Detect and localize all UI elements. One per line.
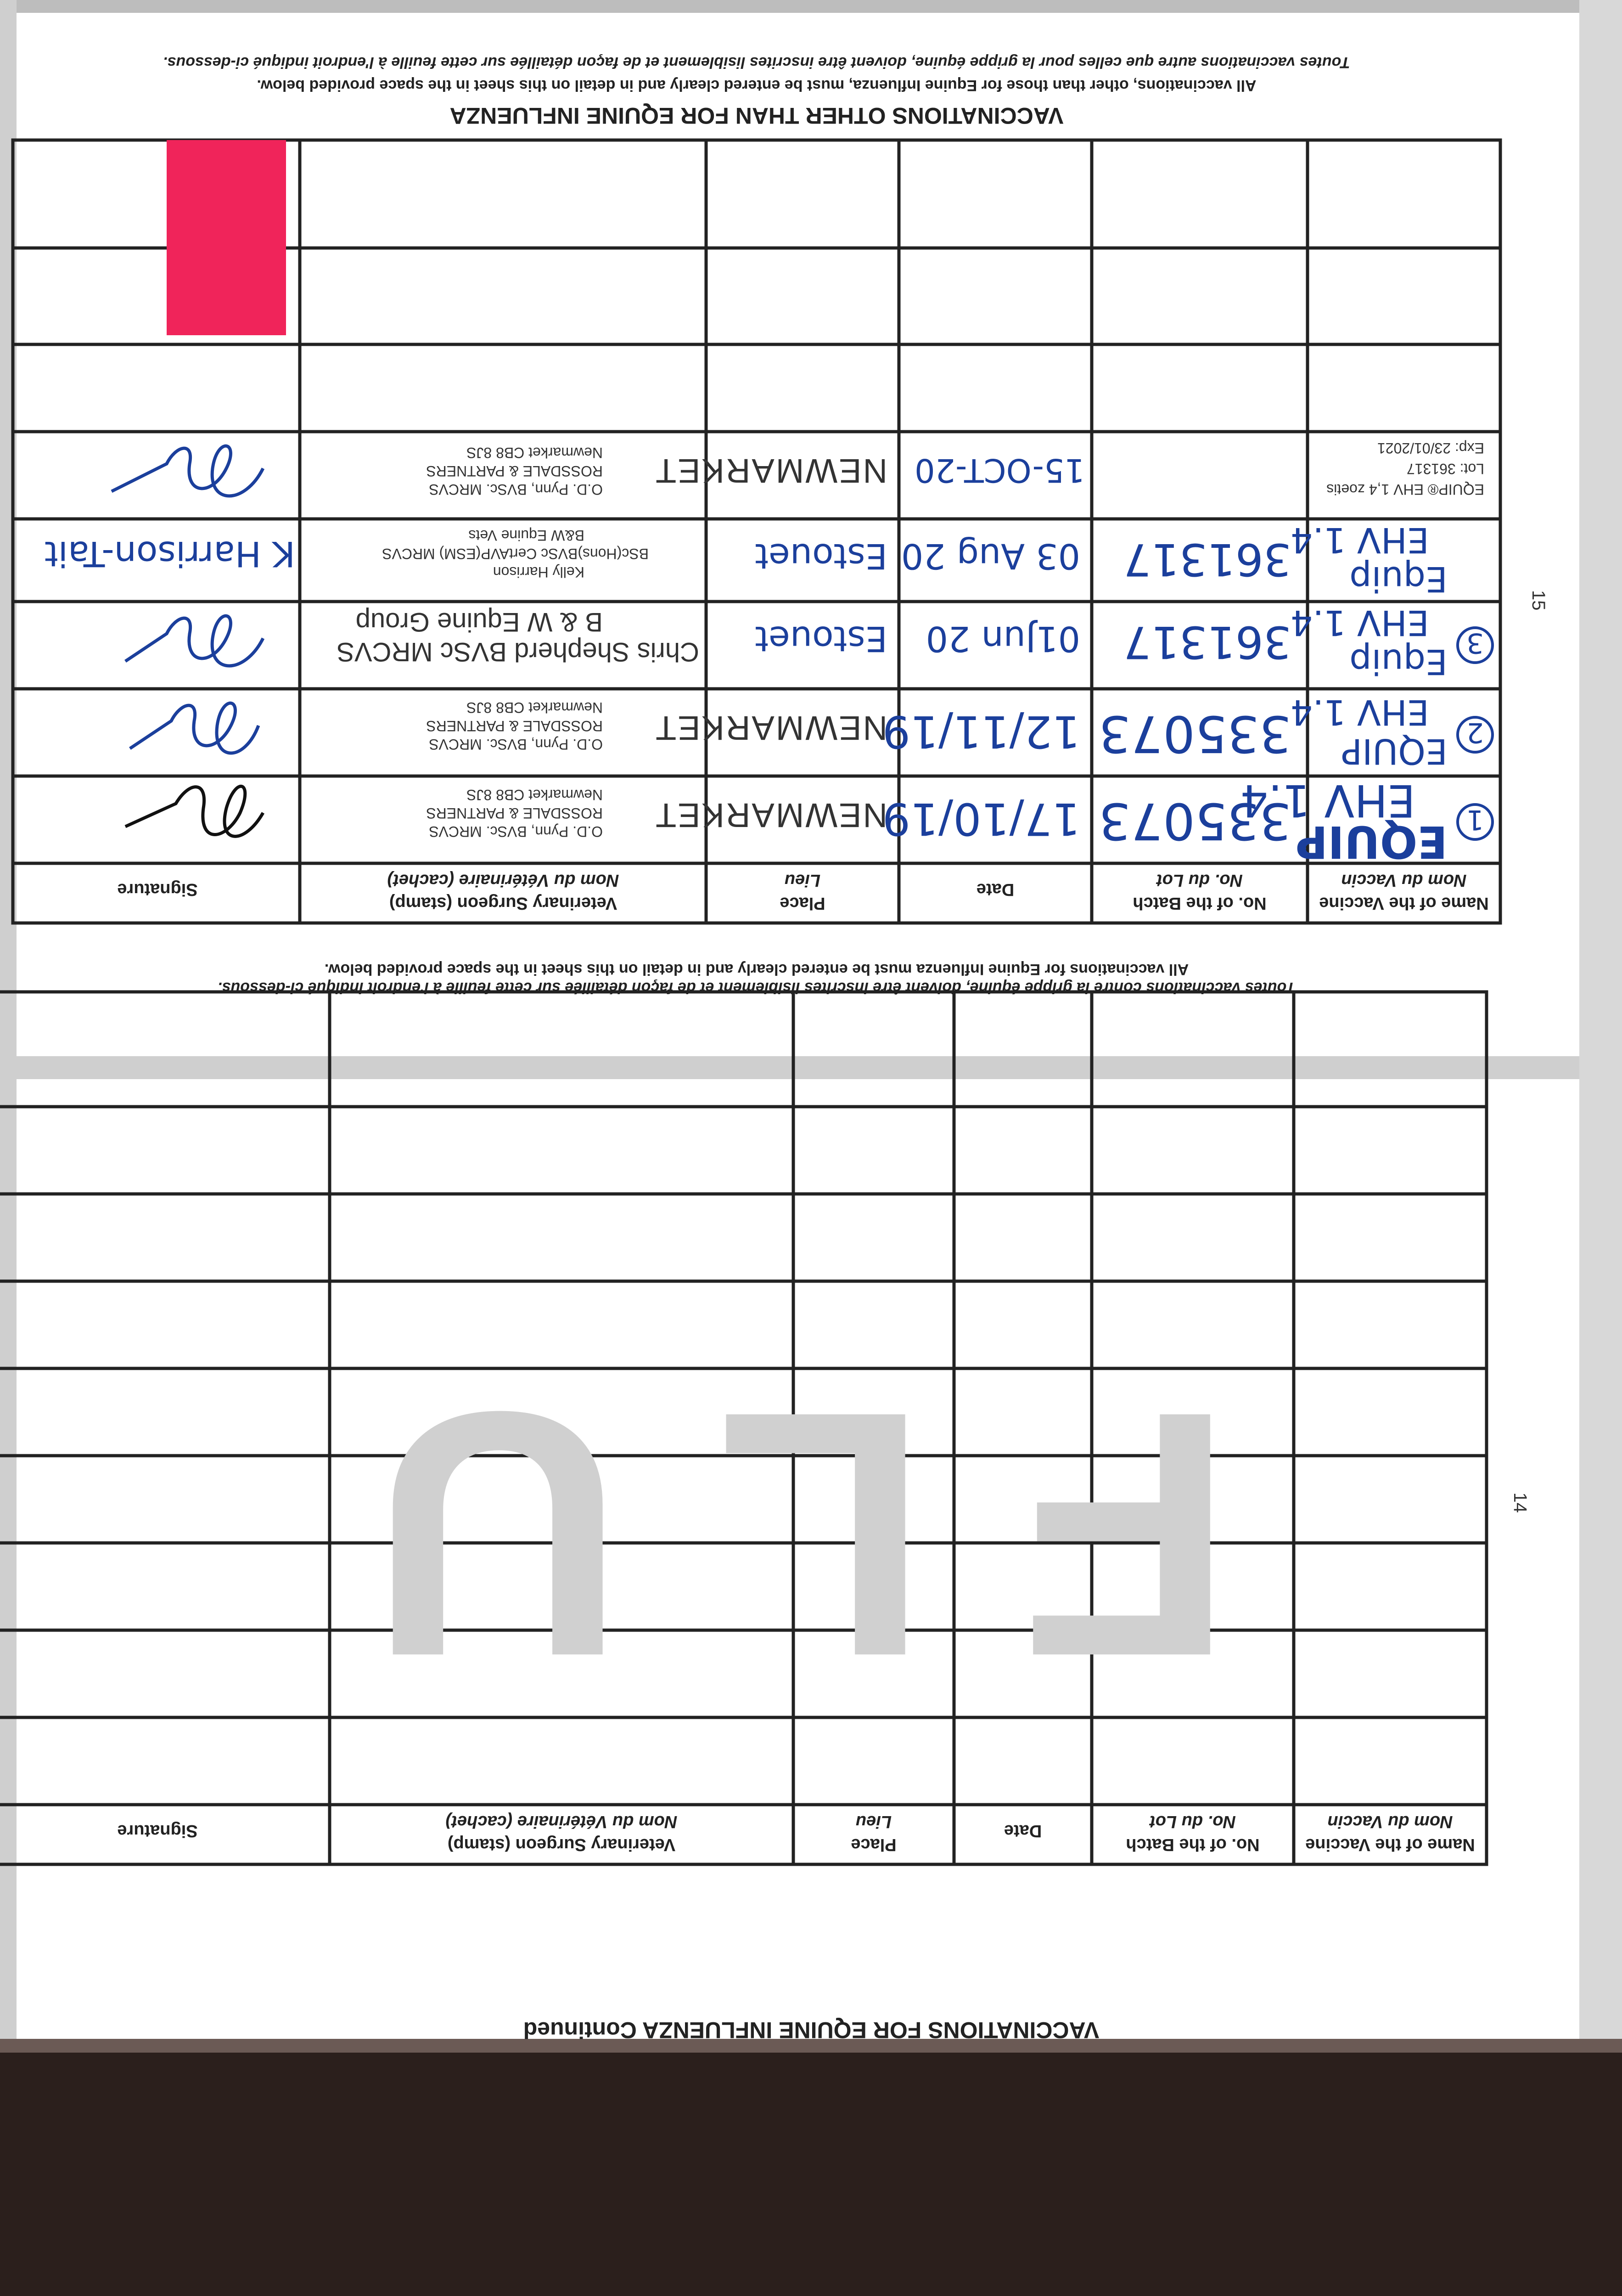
col-batch-en: No. of the Batch	[1133, 894, 1267, 913]
vet-stamp-line1: O.D. Pynn, BVSc. MRCVS	[429, 823, 603, 840]
page14-note-fr: Toutes vaccinations contre la grippe équine, doivent être inscrites lisiblement et de façon détaillée sur cette feuille à l'endroit indiqué ci-dessous.	[218, 979, 1296, 996]
place: Estouet	[755, 536, 887, 577]
right-scan-shadow	[1579, 0, 1622, 2039]
vet-stamp-line2: ROSSDALE & PARTNERS	[426, 718, 603, 734]
col-vet-en: Veterinary Surgeon (stamp)	[389, 894, 617, 913]
batch-number: 335073	[1099, 792, 1291, 850]
page14-title: VACCINATIONS FOR EQUINE INFLUENZA Continued	[523, 2017, 1100, 2043]
vaccine-name-line1: Equip	[1349, 642, 1448, 682]
col-vet-en: Veterinary Surgeon (stamp)	[447, 1835, 676, 1854]
page15-note-en: All vaccinations, other than those for Equine Influenza, must be entered clearly and in detail on this sheet in the space provided below.	[257, 77, 1257, 94]
vaccination-date: 15-OCT-20	[915, 451, 1085, 489]
col-vet-fr: Nom du Vétérinaire (cachet)	[387, 871, 619, 890]
col-place-en: Place	[851, 1835, 897, 1854]
vet-stamp-line1: Kelly Harrison	[493, 564, 584, 580]
batch-number: 335073	[1099, 704, 1291, 763]
vet-stamp-line3: B&W Equine Vets	[468, 527, 584, 544]
vaccine-name-line2: EHV 1.4	[1290, 602, 1429, 643]
batch-number: 361317	[1123, 534, 1291, 585]
vaccine-name-line1: EQUIP	[1295, 816, 1448, 867]
page14-number: 14	[1510, 1492, 1530, 1513]
col-signature: Signature	[117, 1821, 198, 1840]
vaccination-date: 01Jun 20	[926, 619, 1080, 659]
vet-stamp-line2: ROSSDALE & PARTNERS	[426, 463, 603, 479]
place: Estouet	[755, 619, 887, 659]
flu-watermark: FLU	[280, 1340, 1234, 1730]
row-number: 1	[1466, 804, 1484, 836]
col-place-en: Place	[780, 894, 825, 913]
col-name-fr: Nom du Vaccin	[1327, 1812, 1453, 1831]
vet-stamp-line1: O.D. Pynn, BVSc. MRCVS	[429, 736, 603, 753]
batch-number: 361317	[1123, 616, 1291, 668]
top-scan-shadow	[17, 0, 1579, 13]
vet-stamp-line3: Newmarket CB8 8JS	[466, 787, 603, 803]
vet-stamp-line1: O.D. Pynn, BVSc. MRCVS	[429, 481, 603, 498]
vaccine-name-line2: EHV 1.4	[1240, 775, 1415, 826]
vet-stamp-line2: BSc(Hons)BVSc CertAVP(ESM) MRCVS	[382, 546, 649, 562]
dark-background	[0, 2039, 1622, 2296]
col-vet-fr: Nom du Vétérinaire (cachet)	[445, 1812, 678, 1831]
page14-note-en: All vaccinations for Equine Influenza must be entered clearly and in detail on this sheet in the space provided below.	[324, 961, 1189, 978]
vet-stamp-line1: Chris Shepherd BVSc MRCVS	[337, 637, 699, 667]
row-number: 2	[1466, 716, 1484, 748]
vet-stamp-line3: Newmarket CB8 8JS	[466, 445, 603, 461]
vaccine-name-line1: Equip	[1349, 559, 1448, 600]
page15-title: VACCINATIONS OTHER THAN FOR EQUINE INFLUENZA	[449, 103, 1064, 129]
vaccine-name-line1: EQUIP	[1341, 731, 1448, 772]
vaccination-date: 03 Aug 20	[901, 536, 1080, 577]
col-place-fr: Lieu	[855, 1812, 892, 1831]
row-number: 3	[1466, 627, 1484, 659]
vaccination-date: 12/11/19	[882, 706, 1080, 757]
pink-index-tab	[167, 140, 286, 335]
booklet-fold	[17, 1056, 1579, 1079]
place-stamp: NEWMARKET	[654, 709, 887, 747]
col-place-fr: Lieu	[784, 871, 821, 890]
vaccine-sticker-line2: Lot: 361317	[1406, 461, 1484, 477]
col-date: Date	[976, 880, 1015, 899]
col-name-fr: Nom du Vaccin	[1341, 871, 1467, 890]
vet-stamp-line3: Newmarket CB8 8JS	[466, 699, 603, 716]
col-signature: Signature	[117, 880, 198, 899]
place-stamp: NEWMARKET	[654, 452, 887, 490]
page15-note-fr: Toutes vaccinations autre que celles pour la grippe équine, doivent être inscrites lisiblement et de façon détaillée sur cette feuille à l'endroit indiqué ci-dessous.	[163, 54, 1350, 71]
col-date: Date	[1004, 1821, 1042, 1840]
signature: K Harrison-Tait	[44, 534, 295, 574]
vet-stamp-line2: B & W Equine Group	[355, 607, 603, 637]
vaccine-name-line2: EHV 1.4	[1290, 520, 1429, 561]
vet-stamp-line2: ROSSDALE & PARTNERS	[426, 805, 603, 822]
col-batch-fr: No. du Lot	[1150, 1812, 1236, 1831]
vaccination-date: 17/10/19	[882, 793, 1080, 844]
vaccine-sticker-line1: EQUIP® EHV 1,4 zoetis	[1326, 481, 1484, 498]
place-stamp: NEWMARKET	[654, 796, 887, 834]
vaccine-sticker-line3: Exp: 23/01/2021	[1377, 440, 1484, 456]
col-batch-fr: No. du Lot	[1156, 871, 1243, 890]
page15-number: 15	[1528, 590, 1549, 611]
col-batch-en: No. of the Batch	[1126, 1835, 1260, 1854]
col-name-en: Name of the Vaccine	[1319, 894, 1489, 913]
col-name-en: Name of the Vaccine	[1305, 1835, 1475, 1854]
vaccine-name-line2: EHV 1.4	[1290, 692, 1429, 733]
